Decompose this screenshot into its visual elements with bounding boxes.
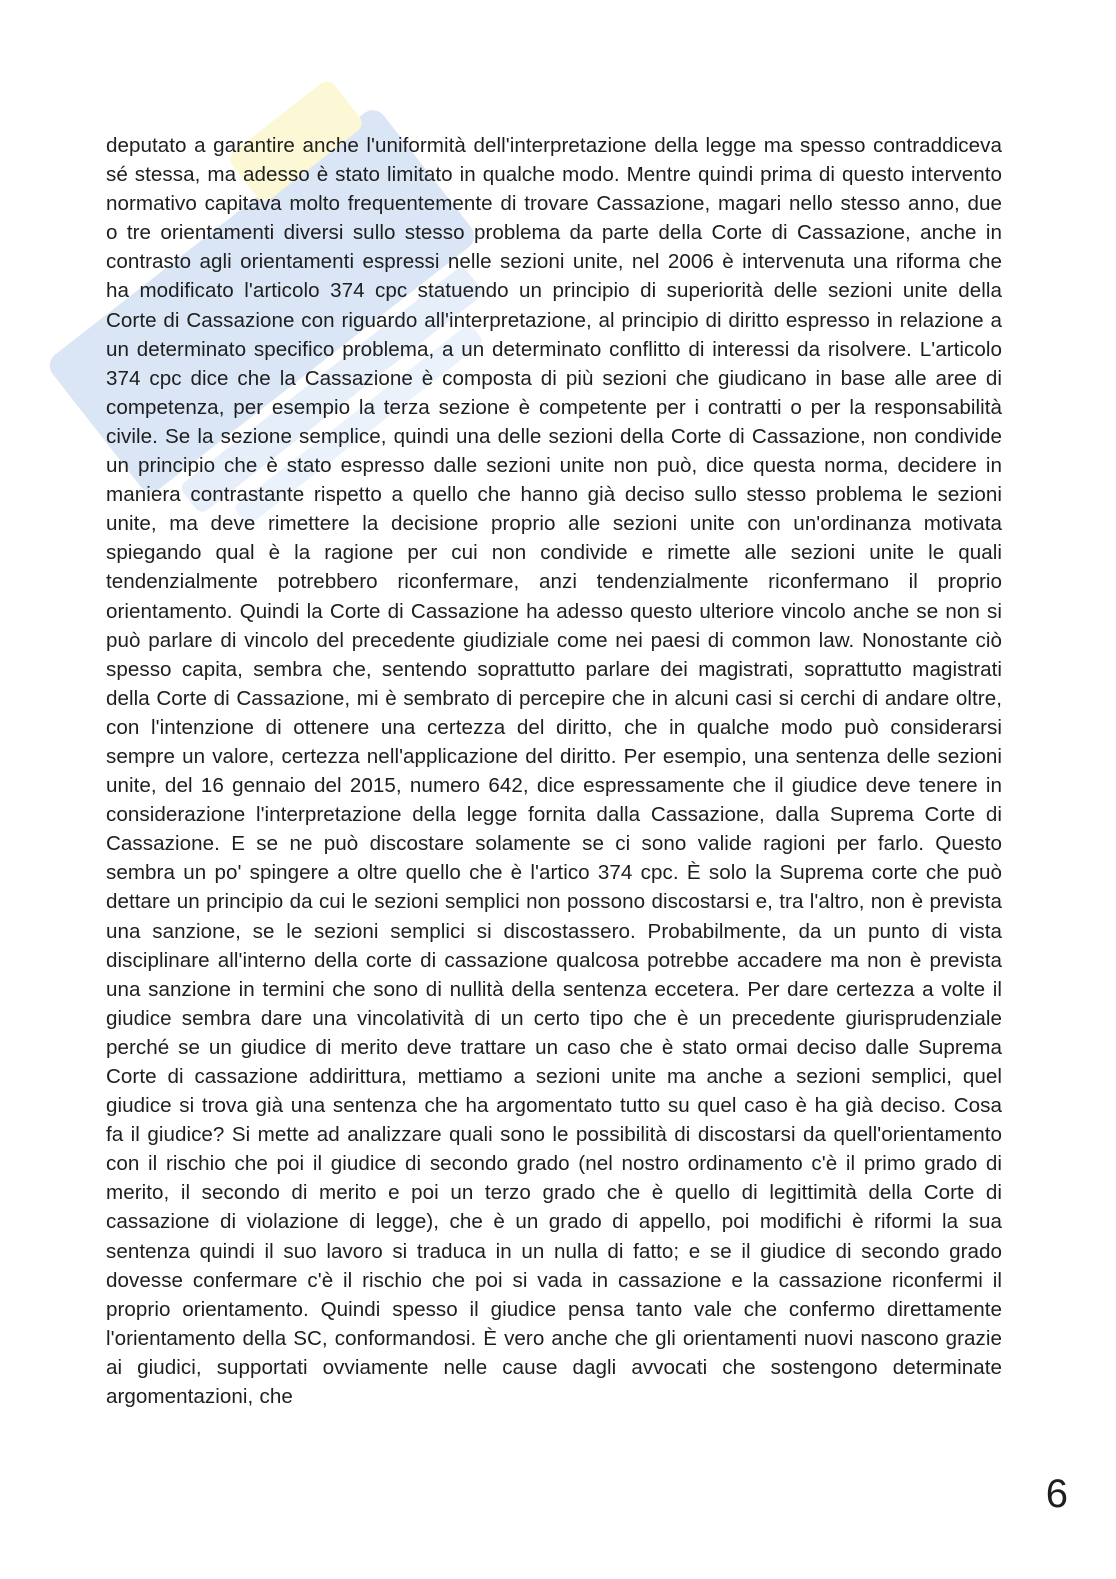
body-paragraph: deputato a garantire anche l'uniformità dell'interpretazione della legge ma spesso contraddiceva sé stessa, ma adesso è stato limitato in qualche modo. Mentre quindi prima di questo intervento normativo capitava molto frequentemente di trovare Cassazione, magari nello stesso anno, due o tre orientamenti diversi sullo stesso problema da parte della Corte di Cassazione, anche in contrasto agli orientamenti espressi nelle sezioni unite, nel 2006 è intervenuta una riforma che ha modificato l'articolo 374 cpc statuendo un principio di superiorità delle sezioni unite della Corte di Cassazione con riguardo all'interpretazione, al principio di diritto espresso in relazione a un determinato specifico problema, a un determinato conflitto di interessi da risolvere. L'articolo 374 cpc dice che la Cassazione è composta di più sezioni che giudicano in base alle aree di competenza, per esempio la terza sezione è competente per i contratti o per la responsabilità civile. Se la sezione semplice, quindi una delle sezioni della Corte di Cassazione, non condivide un principio che è stato espresso dalle sezioni unite non può, dice questa norma, decidere in maniera contrastante rispetto a quello che hanno già deciso sullo stesso problema le sezioni unite, ma deve rimettere la decisione proprio alle sezioni unite con un'ordinanza motivata spiegando qual è la ragione per cui non condivide e rimette alle sezioni unite le quali tendenzialmente potrebbero riconfermare, anzi tendenzialmente riconfermano il proprio orientamento. Quindi la Corte di Cassazione ha adesso questo ulteriore vincolo anche se non si può parlare di vincolo del precedente giudiziale come nei paesi di common law. Nonostante ciò spesso capita, sembra che, sentendo soprattutto parlare dei magistrati, soprattutto magistrati della Corte di Cassazione, mi è sembrato di percepire che in alcuni casi si cerchi di andare oltre, con l'intenzione di ottenere una certezza del diritto, che in qualche modo può considerarsi sempre un valore, certezza nell'applicazione del diritto. Per esempio, una sentenza delle sezioni unite, del 16 gennaio del 2015, numero 642, dice espressamente che il giudice deve tenere in considerazione l'interpretazione della legge fornita dalla Cassazione, dalla Suprema Corte di Cassazione. E se ne può discostare solamente se ci sono valide ragioni per farlo. Questo sembra un po' spingere a oltre quello che è l'artico 374 cpc. È solo la Suprema corte che può dettare un principio da cui le sezioni semplici non possono discostarsi e, tra l'altro, non è prevista una sanzione, se le sezioni semplici si discostassero. Probabilmente, da un punto di vista disciplinare all'interno della corte di cassazione qualcosa potrebbe accadere ma non è prevista una sanzione in termini che sono di nullità della sentenza eccetera. Per dare certezza a volte il giudice sembra dare una vincolatività di un certo tipo che è un precedente giurisprudenziale perché se un giudice di merito deve trattare un caso che è stato ormai deciso dalle Suprema Corte di cassazione addirittura, mettiamo a sezioni unite ma anche a sezioni semplici, quel giudice si trova già una sentenza che ha argomentato tutto su quel caso è ha già deciso. Cosa fa il giudice? Si mette ad analizzare quali sono le possibilità di discostarsi da quell'orientamento con il rischio che poi il giudice di secondo grado (nel nostro ordinamento c'è il primo grado di merito, il secondo di merito e poi un terzo grado che è quello di legittimità della Corte di cassazione di violazione di legge), che è un grado di appello, poi modifichi è riformi la sua sentenza quindi il suo lavoro si traduca in un nulla di fatto; e se il giudice di secondo grado dovesse confermare c'è il rischio che poi si vada in cassazione e la cassazione riconfermi il proprio orientamento. Quindi spesso il giudice pensa tanto vale che confermo direttamente l'orientamento della SC, conformandosi. È vero anche che gli orientamenti nuovi nascono grazie ai giudici, supportati ovviamente nelle cause dagli avvocati che sostengono determinate argomentazioni, che — [106, 134, 1002, 1409]
page-number: 6 — [1045, 1472, 1068, 1516]
